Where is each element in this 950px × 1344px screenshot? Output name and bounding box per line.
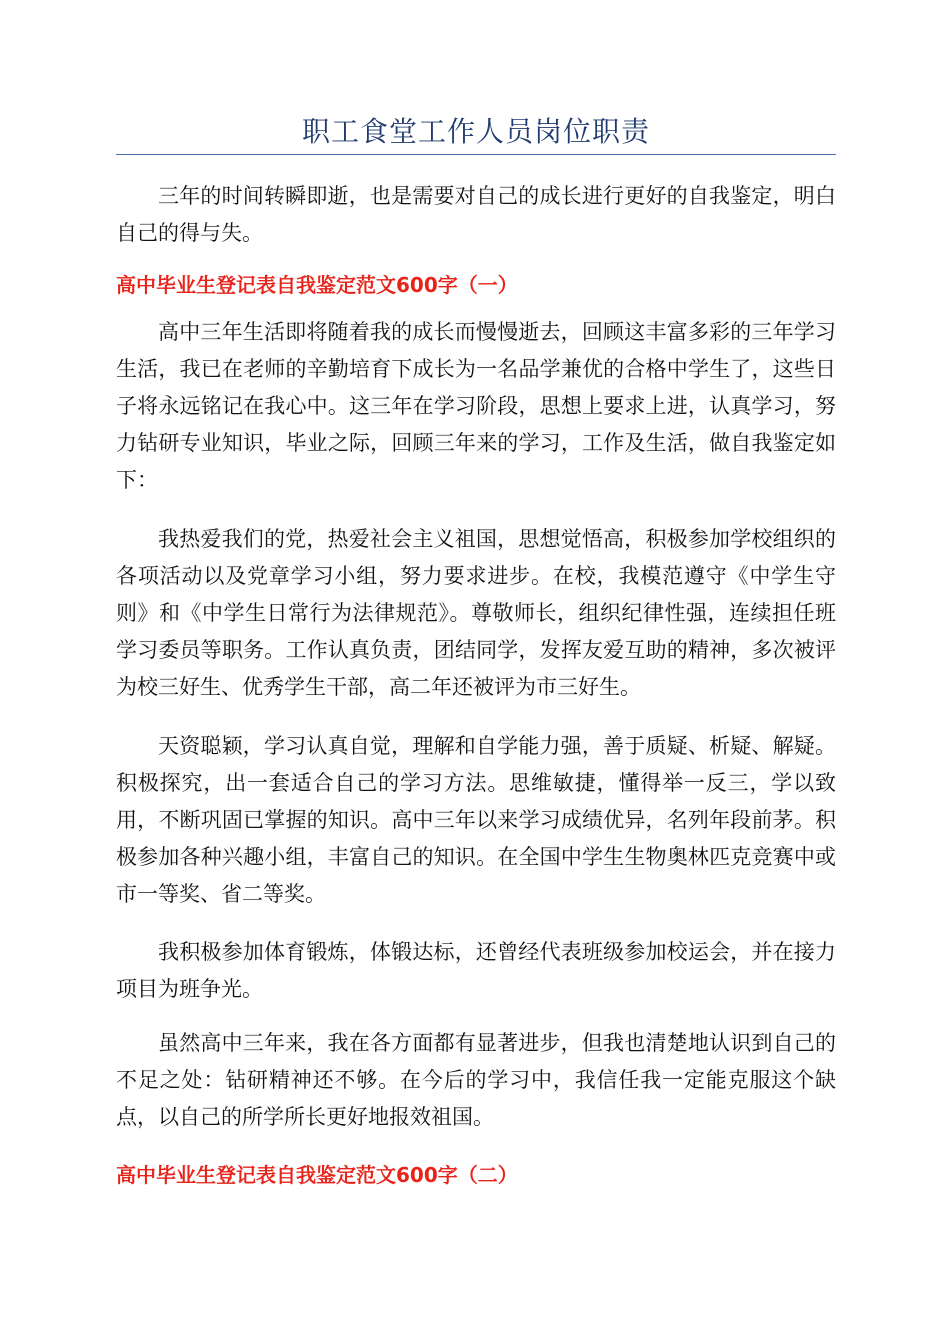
title-underline (116, 154, 836, 155)
section-1-paragraph-1: 高中三年生活即将随着我的成长而慢慢逝去，回顾这丰富多彩的三年学习生活，我已在老师的辛勤培育下成长为一名品学兼优的合格中学生了，这些日子将永远铭记在我心中。这三年在学习阶段，思想上要求上进，认真学习，努力钻研专业知识，毕业之际，回顾三年来的学习，工作及生活，做自我鉴定如下： (116, 320, 836, 492)
section-heading-1: 高中毕业生登记表自我鉴定范文600字（一） (116, 273, 518, 297)
document-title: 职工食堂工作人员岗位职责 (301, 115, 650, 148)
intro-paragraph: 三年的时间转瞬即逝，也是需要对自己的成长进行更好的自我鉴定，明白自己的得与失。 (116, 184, 836, 245)
section-1-paragraph-2: 我热爱我们的党，热爱社会主义祖国，思想觉悟高，积极参加学校组织的各项活动以及党章学习小组，努力要求进步。在校，我模范遵守《中学生守则》和《中学生日常行为法律规范》。尊敬师长，组织纪律性强，连续担任班学习委员等职务。工作认真负责，团结同学，发挥友爱互助的精神，多次被评为校三好生、优秀学生干部，高二年还被评为市三好生。 (116, 527, 836, 699)
section-heading-2: 高中毕业生登记表自我鉴定范文600字（二） (116, 1163, 518, 1187)
section-1-paragraph-5: 虽然高中三年来，我在各方面都有显著进步，但我也清楚地认识到自己的不足之处：钻研精神还不够。在今后的学习中，我信任我一定能克服这个缺点，以自己的所学所长更好地报效祖国。 (116, 1031, 836, 1129)
section-1-paragraph-4: 我积极参加体育锻炼，体锻达标，还曾经代表班级参加校运会，并在接力项目为班争光。 (116, 940, 836, 1001)
section-1-paragraph-3: 天资聪颖，学习认真自觉，理解和自学能力强，善于质疑、析疑、解疑。积极探究，出一套适合自己的学习方法。思维敏捷，懂得举一反三，学以致用，不断巩固已掌握的知识。高中三年以来学习成绩优异，名列年段前茅。积极参加各种兴趣小组，丰富自己的知识。在全国中学生生物奥林匹克竞赛中或市一等奖、省二等奖。 (116, 734, 836, 906)
